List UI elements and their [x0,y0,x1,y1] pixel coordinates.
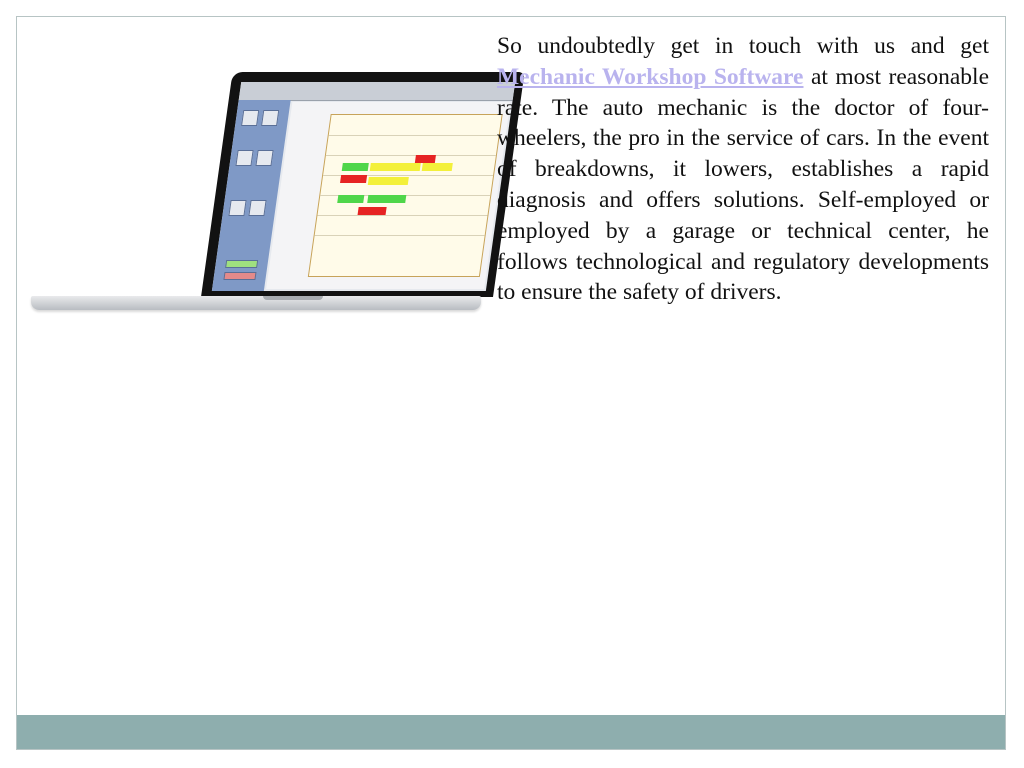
app-main-area [266,102,510,289]
footer-bar [17,715,1005,749]
mechanic-workshop-software-link[interactable]: Mechanic Workshop Software [497,63,804,90]
laptop-image [31,72,481,312]
slide [16,16,1006,750]
paragraph-text-start: So undoubtedly get in touch with us and get [497,33,989,59]
paragraph-text-end: at most reasonable rate. The auto mechanic is the doctor of four-wheelers, the pro in the service of cars. In the event of breakdowns, it lowers, establishes a rapid diagnosis and offers solutions. Self-employed or employed by a garage or technical center, he follows technological and regulatory developments to ensure the safety of drivers. [497,63,989,306]
laptop-base [31,296,481,310]
app-toolbar [239,82,516,101]
laptop-hinge-notch [263,296,323,300]
app-schedule-panel [308,114,503,277]
software-screenshot [212,82,515,291]
body-paragraph [497,31,989,308]
laptop-screen-bezel [201,72,525,297]
